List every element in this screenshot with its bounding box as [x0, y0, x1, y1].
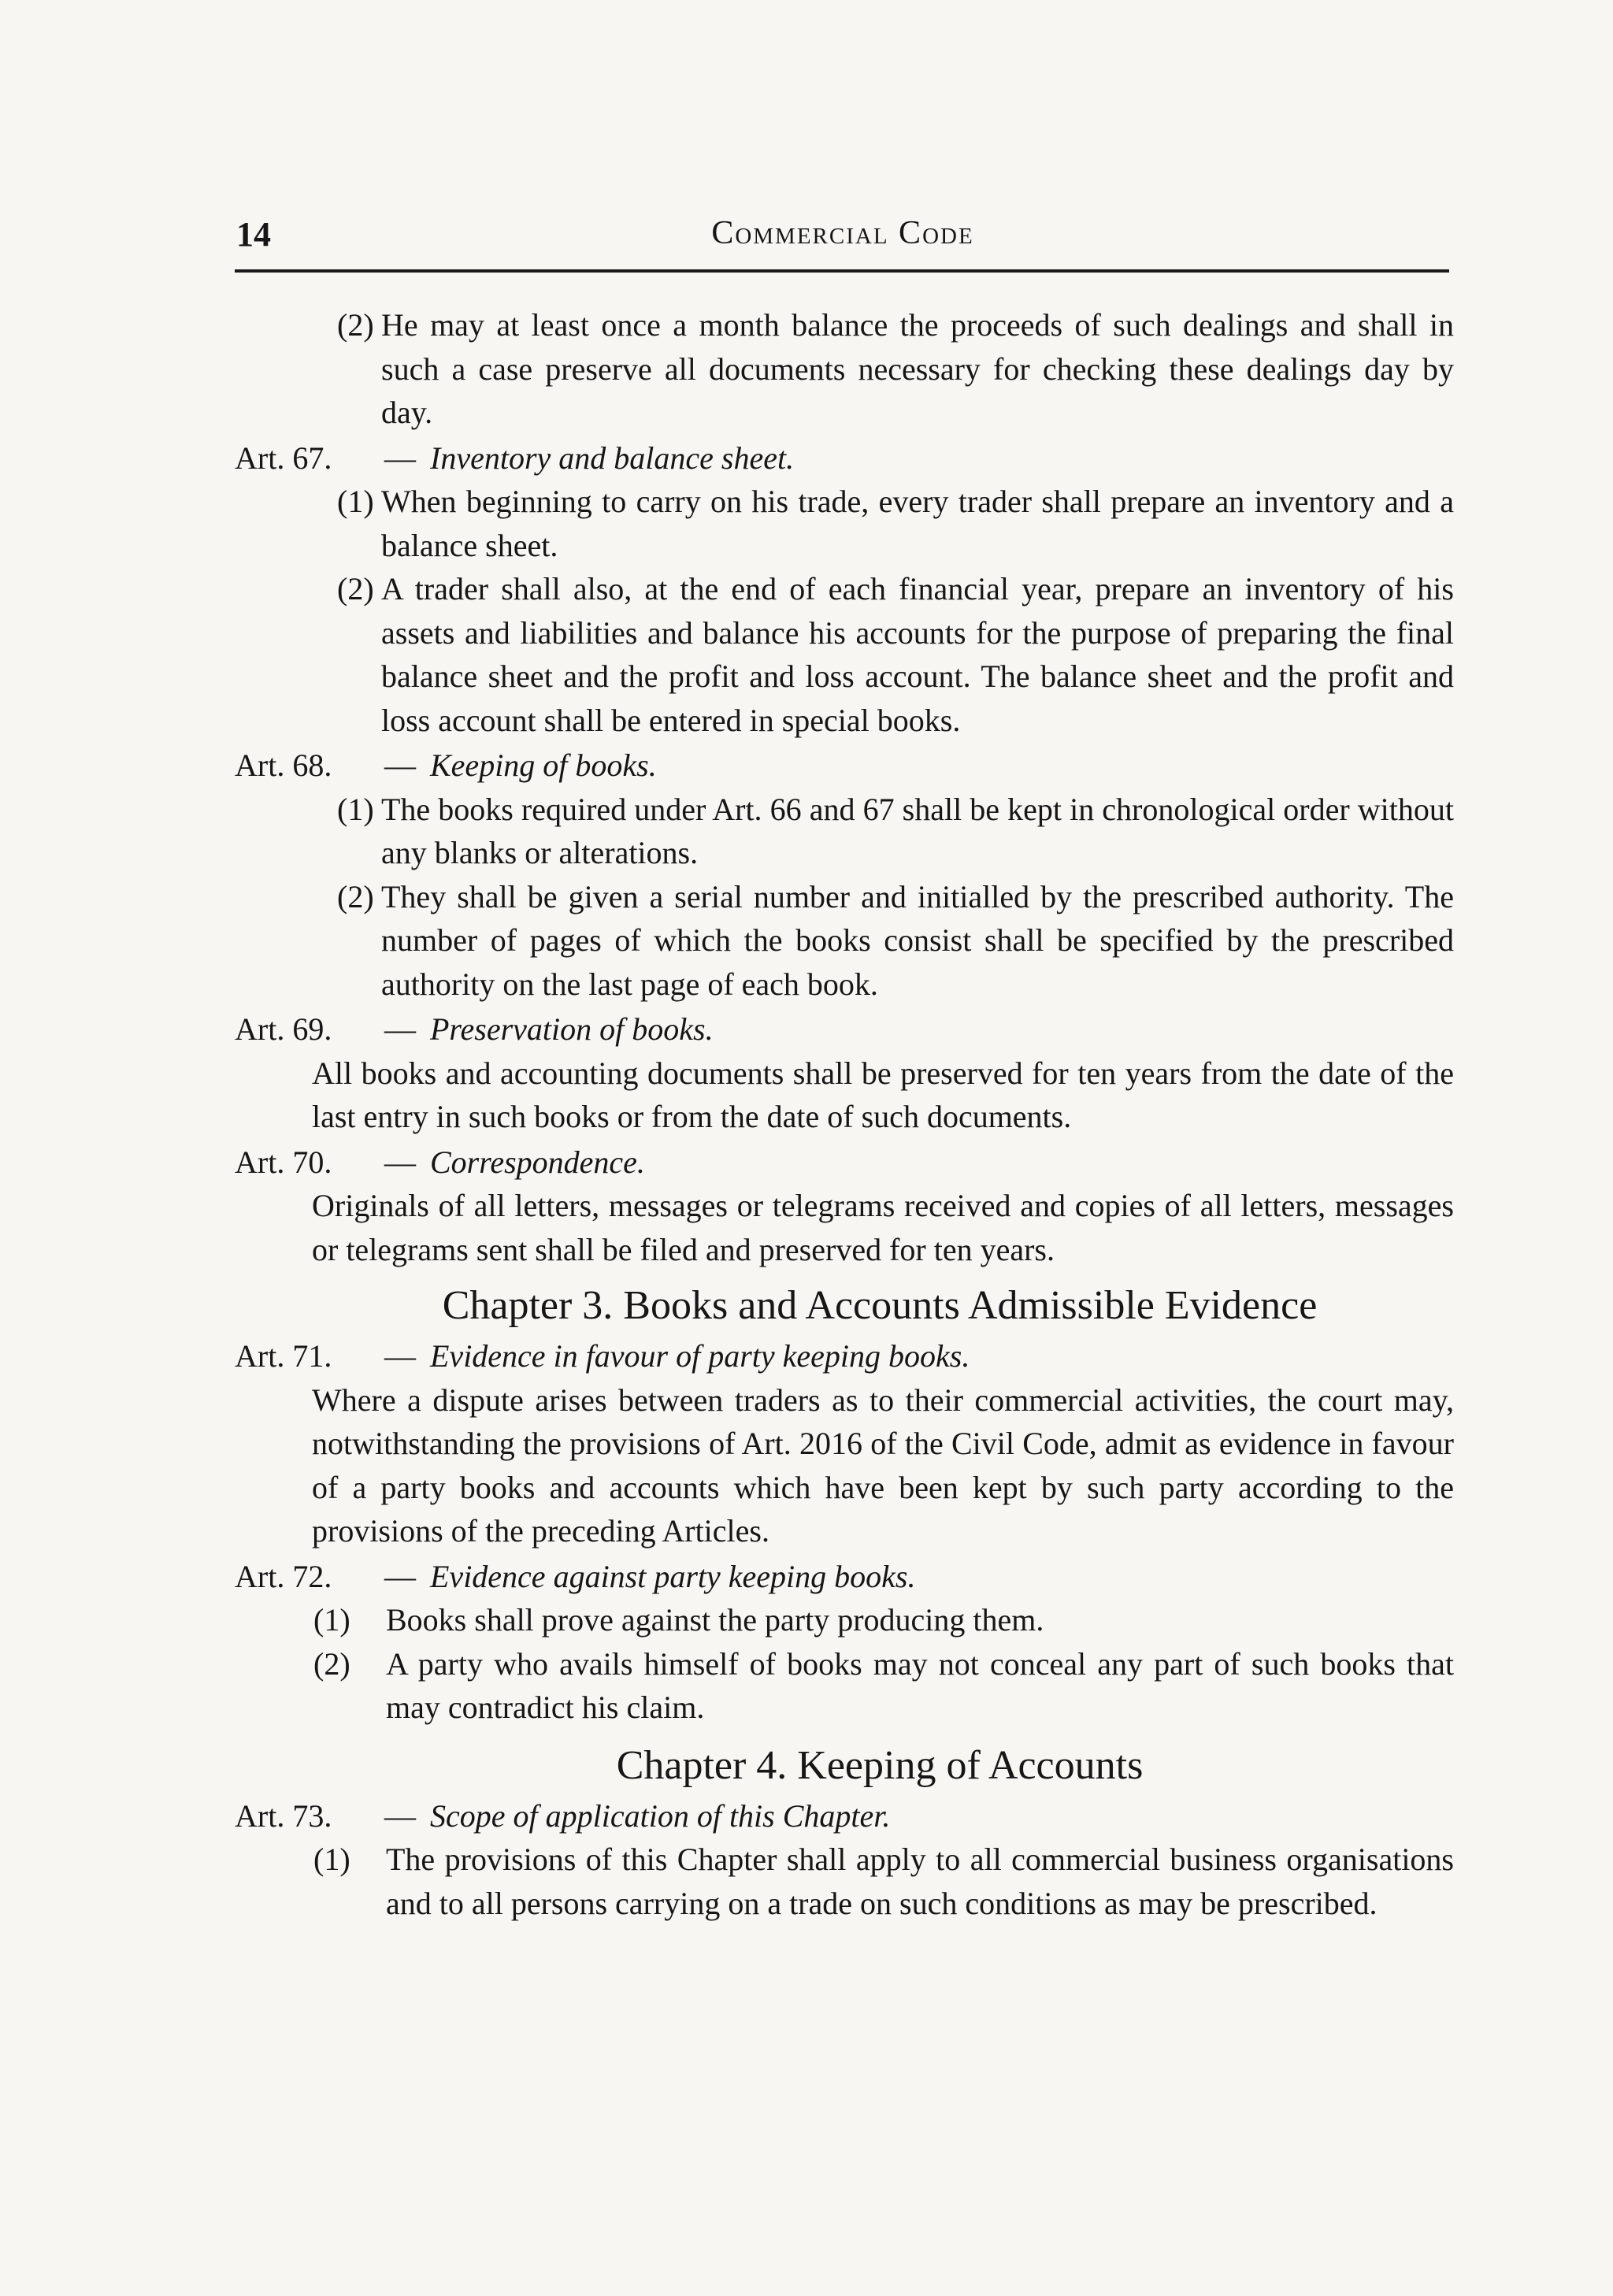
paragraph-number: (1): [337, 484, 374, 519]
sub-paragraph: [235, 1838, 1454, 1925]
article-title: Scope of application of this Chapter.: [430, 1797, 891, 1834]
article-heading: [235, 1007, 1454, 1052]
paragraph-text: They shall be given a serial number and initialled by the prescribed authority. The number of pages of which the books consist shall be specified by the prescribed authority on the last page of each book.: [381, 878, 1454, 1002]
article-number: Art. 73.: [235, 1797, 332, 1834]
paragraph-text: When beginning to carry on his trade, every trader shall prepare an inventory and a balance sheet.: [381, 484, 1454, 563]
paragraph-text: He may at least once a month balance the proceeds of such dealings and shall in such a case preserve all documents necessary for checking these dealings day by day.: [381, 307, 1454, 430]
article-dash: —: [384, 440, 416, 476]
sub-paragraph: [235, 788, 1454, 875]
article-dash: —: [384, 1338, 416, 1374]
article-title: Inventory and balance sheet.: [430, 440, 795, 476]
paragraph-number: (2): [337, 878, 374, 914]
paragraph-number: (2): [337, 307, 374, 343]
article-dash: —: [384, 1797, 416, 1834]
article-number: Art. 68.: [235, 747, 332, 783]
sub-paragraph: [235, 567, 1454, 742]
paragraph-text: Books shall prove against the party producing them.: [386, 1602, 1044, 1638]
article-title: Evidence in favour of party keeping books.: [430, 1338, 970, 1374]
paragraph-number: (1): [313, 1602, 350, 1638]
header-rule: [235, 269, 1449, 273]
article-number: Art. 71.: [235, 1338, 332, 1374]
article-dash: —: [384, 1011, 416, 1047]
article-heading: [235, 1334, 1454, 1378]
article-number: Art. 70.: [235, 1144, 332, 1180]
article-heading: [235, 744, 1454, 788]
paragraph-text: A party who avails himself of books may not conceal any part of such books that may contradict his claim.: [386, 1645, 1454, 1725]
running-title: Commercial Code: [711, 215, 974, 251]
article-dash: —: [384, 1144, 416, 1180]
article-title: Preservation of books.: [430, 1011, 714, 1047]
paragraph-number: (2): [313, 1645, 350, 1682]
article-heading: [235, 1794, 1454, 1838]
article-title: Keeping of books.: [430, 747, 657, 783]
article-paragraph: All books and accounting documents shall be preserved for ten years from the date of the last entry in such books or from the date of such documents.: [312, 1055, 1454, 1134]
paragraph-text: The books required under Art. 66 and 67 shall be kept in chronological order without any blanks or alterations.: [381, 791, 1454, 870]
article-heading: [235, 1555, 1454, 1599]
page-body: [235, 303, 1454, 1925]
chapter-heading: Chapter 4. Keeping of Accounts: [616, 1742, 1144, 1788]
article-heading: [235, 1141, 1454, 1185]
page-number: 14: [236, 215, 271, 254]
article-paragraph: Where a dispute arises between traders as to their commercial activities, the court may, notwithstanding the provisions of Art. 2016 of the Civil Code, admit as evidence in favour of a party books and accounts which have been kept by such party according to the provisions of the preceding Articles.: [312, 1382, 1454, 1549]
article-number: Art. 72.: [235, 1558, 332, 1594]
sub-paragraph: [235, 1598, 1454, 1642]
paragraph-number: (2): [337, 571, 374, 606]
article-number: Art. 69.: [235, 1011, 332, 1047]
chapter-heading: Chapter 3. Books and Accounts Admissible Evidence: [442, 1283, 1318, 1328]
article-title: Evidence against party keeping books.: [430, 1558, 916, 1594]
article-paragraph: Originals of all letters, messages or telegrams received and copies of all letters, messages or telegrams sent shall be filed and preserved for ten years.: [312, 1188, 1454, 1267]
article-title: Correspondence.: [430, 1144, 645, 1180]
sub-paragraph: [235, 480, 1454, 567]
article-heading: [235, 436, 1454, 480]
article-dash: —: [384, 1558, 416, 1594]
paragraph-text: A trader shall also, at the end of each financial year, prepare an inventory of his assets and liabilities and balance his accounts for the purpose of preparing the final balance sheet and the profit and loss account. The balance sheet and the profit and loss account shall be entered in special books.: [381, 571, 1454, 738]
paragraph-number: (1): [313, 1842, 350, 1877]
sub-paragraph: [235, 303, 1454, 435]
article-dash: —: [384, 747, 416, 783]
paragraph-text: The provisions of this Chapter shall apply to all commercial business organisations and to all persons carrying on a trade on such conditions as may be prescribed.: [386, 1842, 1454, 1921]
paragraph-number: (1): [337, 791, 374, 827]
page-header: [236, 214, 1449, 265]
article-number: Art. 67.: [235, 440, 332, 476]
sub-paragraph: [235, 875, 1454, 1007]
sub-paragraph: [235, 1642, 1454, 1730]
